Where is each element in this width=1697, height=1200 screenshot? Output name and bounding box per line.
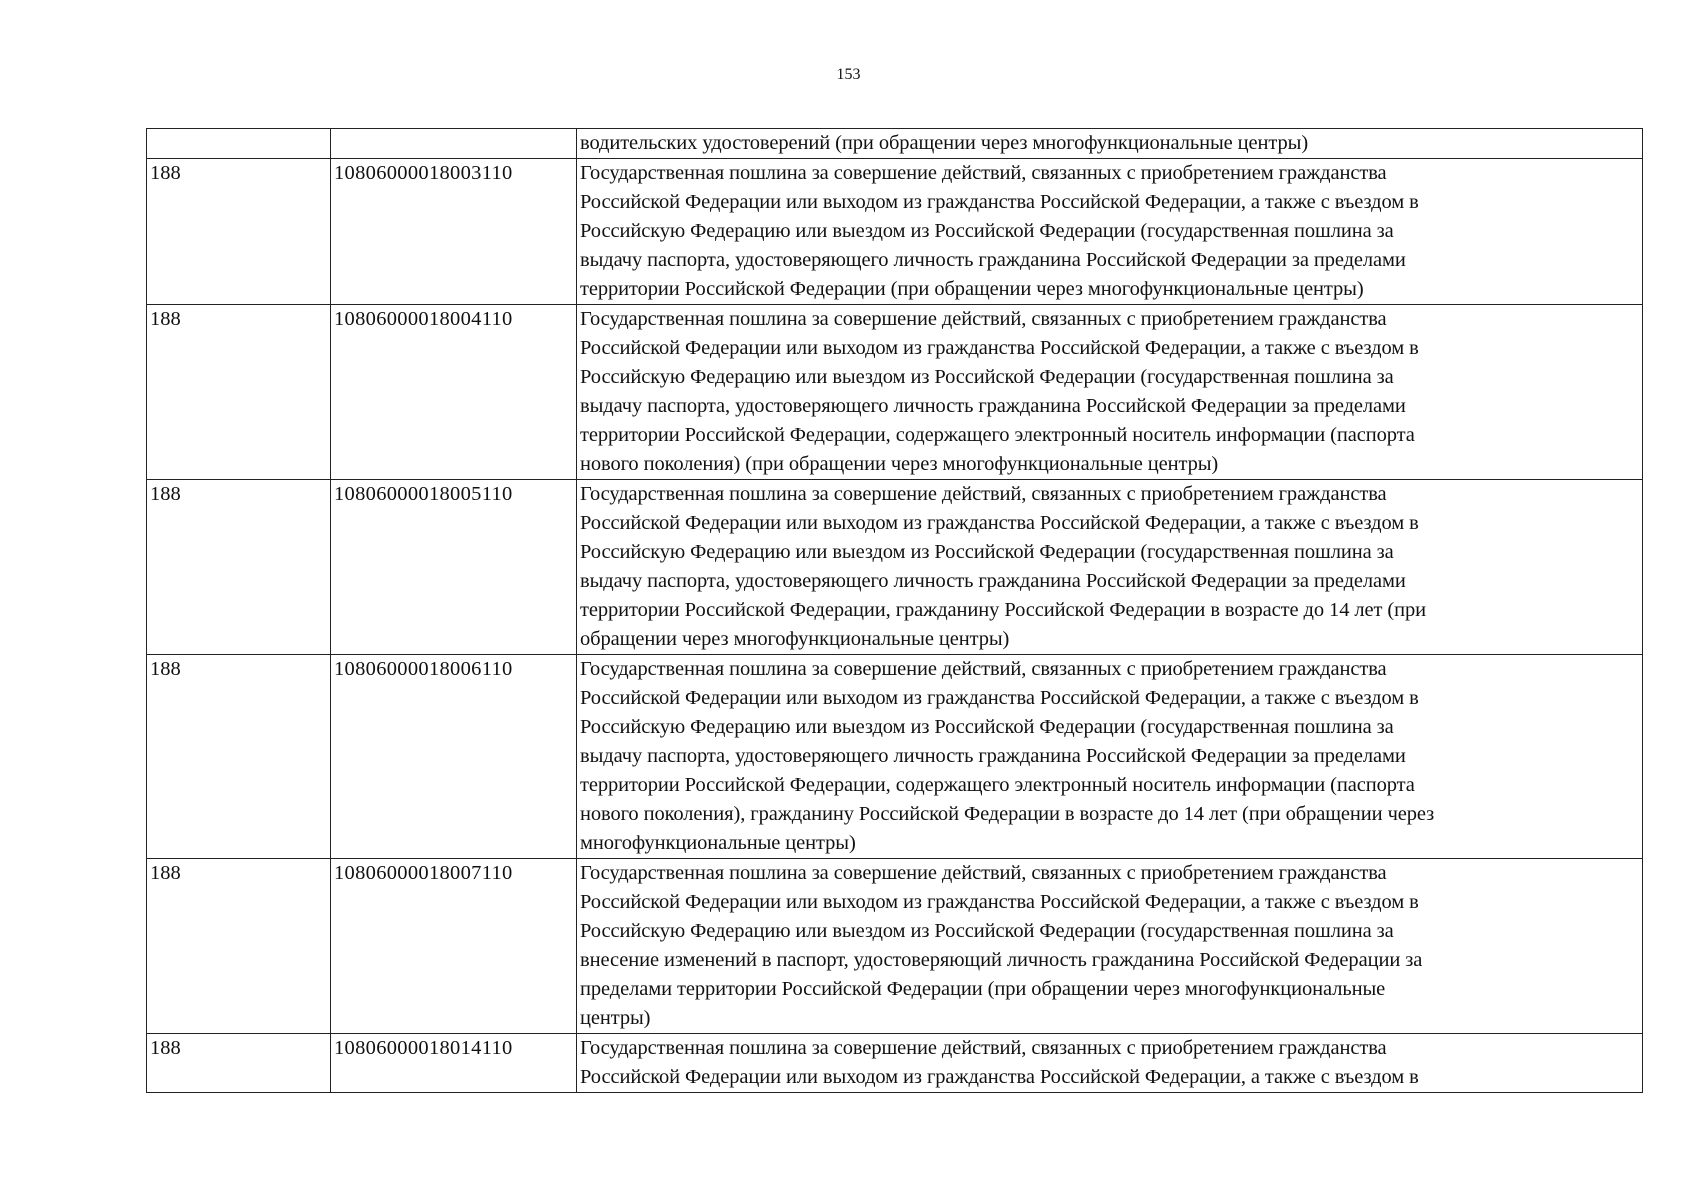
table-row bbox=[147, 859, 1643, 1034]
kbk-code-cell: 10806000018004110 bbox=[331, 305, 577, 480]
page-number: 153 bbox=[836, 66, 861, 83]
kbk-code-cell: 10806000018003110 bbox=[331, 159, 577, 305]
description-cell: Государственная пошлина за совершение действий, связанных с приобретением гражданства Российской Федерации или выходом из гражданства Российской Федерации, а также с въездом в Российскую Федерацию или выездом из Российской Федерации (государственная пошлина за внесение изменений в паспорт, удостоверяющий личность гражданина Российской Федерации за пределами территории Российской Федерации (при обращении через многофункциональные центры) bbox=[577, 859, 1643, 1034]
description-cell: Государственная пошлина за совершение действий, связанных с приобретением гражданства Российской Федерации или выходом из гражданства Российской Федерации, а также с въездом в Российскую Федерацию или выездом из Российской Федерации (государственная пошлина за выдачу паспорта, удостоверяющего личность гражданина Российской Федерации за пределами территории Российской Федерации, гражданину Российской Федерации в возрасте до 14 лет (при обращении через многофункциональные центры) bbox=[577, 480, 1643, 655]
kbk-code-cell: 10806000018005110 bbox=[331, 480, 577, 655]
kbk-code-cell: 10806000018006110 bbox=[331, 655, 577, 859]
description-cell: Государственная пошлина за совершение действий, связанных с приобретением гражданства Российской Федерации или выходом из гражданства Российской Федерации, а также с въездом в Российскую Федерацию или выездом из Российской Федерации (государственная пошлина за выдачу паспорта, удостоверяющего личность гражданина Российской Федерации за пределами территории Российской Федерации (при обращении через многофункциональные центры) bbox=[577, 159, 1643, 305]
fee-code-table bbox=[146, 128, 1643, 1093]
admin-code-cell: 188 bbox=[147, 1034, 331, 1093]
table-row bbox=[147, 1034, 1643, 1093]
table-row bbox=[147, 480, 1643, 655]
kbk-code-cell: 10806000018014110 bbox=[331, 1034, 577, 1093]
admin-code-cell: 188 bbox=[147, 859, 331, 1034]
kbk-code-cell bbox=[331, 129, 577, 159]
description-cell: Государственная пошлина за совершение действий, связанных с приобретением гражданства Российской Федерации или выходом из гражданства Российской Федерации, а также с въездом в Российскую Федерацию или выездом из Российской Федерации (государственная пошлина за выдачу паспорта, удостоверяющего личность гражданина Российской Федерации за пределами территории Российской Федерации, содержащего электронный носитель информации (паспорта нового поколения) (при обращении через многофункциональные центры) bbox=[577, 305, 1643, 480]
table-row bbox=[147, 159, 1643, 305]
admin-code-cell: 188 bbox=[147, 305, 331, 480]
admin-code-cell: 188 bbox=[147, 480, 331, 655]
table-row bbox=[147, 129, 1643, 159]
admin-code-cell bbox=[147, 129, 331, 159]
admin-code-cell: 188 bbox=[147, 159, 331, 305]
description-cell: Государственная пошлина за совершение действий, связанных с приобретением гражданства Российской Федерации или выходом из гражданства Российской Федерации, а также с въездом в bbox=[577, 1034, 1643, 1093]
kbk-code-cell: 10806000018007110 bbox=[331, 859, 577, 1034]
table-row bbox=[147, 305, 1643, 480]
description-cell: Государственная пошлина за совершение действий, связанных с приобретением гражданства Российской Федерации или выходом из гражданства Российской Федерации, а также с въездом в Российскую Федерацию или выездом из Российской Федерации (государственная пошлина за выдачу паспорта, удостоверяющего личность гражданина Российской Федерации за пределами территории Российской Федерации, содержащего электронный носитель информации (паспорта нового поколения), гражданину Российской Федерации в возрасте до 14 лет (при обращении через многофункциональные центры) bbox=[577, 655, 1643, 859]
table-row bbox=[147, 655, 1643, 859]
admin-code-cell: 188 bbox=[147, 655, 331, 859]
description-cell: водительских удостоверений (при обращении через многофункциональные центры) bbox=[577, 129, 1643, 159]
